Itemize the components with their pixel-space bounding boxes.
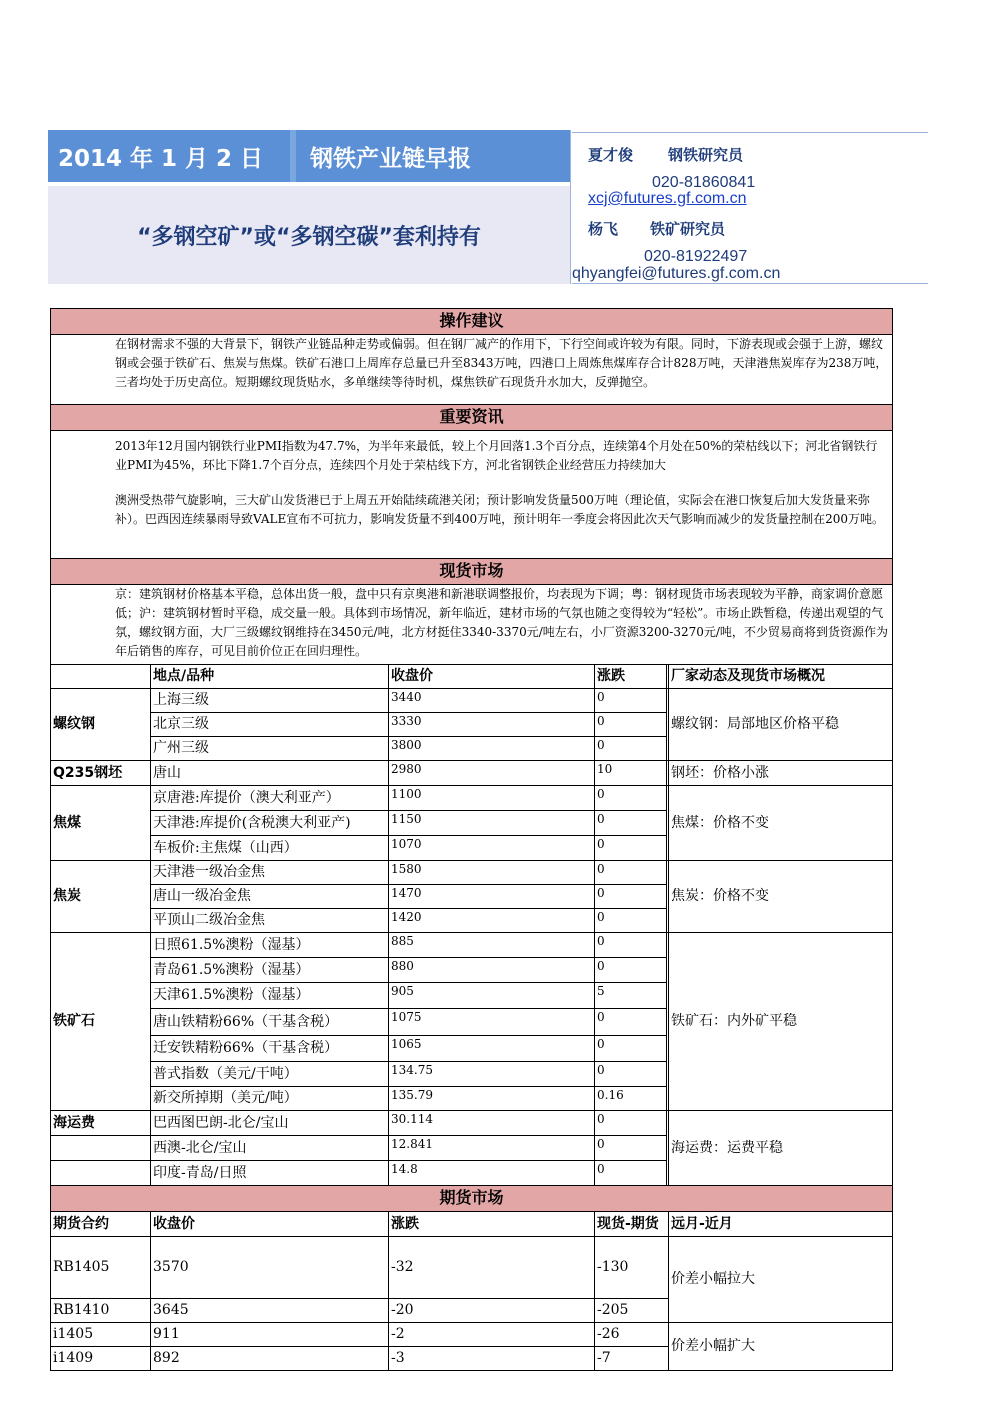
spot-close: 1580 — [389, 861, 595, 885]
category-iron-ore: 铁矿石 — [51, 933, 151, 1111]
category-rebar: 螺纹钢 — [51, 689, 151, 761]
spot-change: 0 — [595, 737, 667, 761]
futures-spread-note: 价差小幅扩大 — [669, 1323, 893, 1371]
section-futures-title: 期货市场 — [51, 1186, 893, 1212]
futures-contract: RB1405 — [51, 1237, 151, 1299]
spot-close: 1065 — [389, 1036, 595, 1062]
spot-text-cell — [51, 585, 893, 665]
note-billet: 钢坯：价格小涨 — [669, 761, 893, 786]
analyst-1-name: 夏才俊 — [588, 146, 634, 164]
futures-basis: -26 — [595, 1323, 669, 1347]
spot-location: 平顶山二级冶金焦 — [151, 909, 389, 933]
spot-change: 5 — [595, 983, 667, 1009]
category-freight-empty — [51, 1136, 151, 1161]
advice-text: 在钢材需求不强的大背景下，钢铁产业链品种走势或偏弱。但在钢厂减产的作用下，下行空间或许较为有限。同时，下游表现或会强于上游，螺纹钢或会强于铁矿石、焦炭与焦煤。铁矿石港口上周库存总量已升至8343万吨，四港口上周炼焦煤库存合计828万吨，天津港焦炭库存为238万吨，三者均处于历史高位。短期螺纹现货贴水，多单继续等待时机，煤焦铁矿石现货升水加大，反弹抛空。 — [115, 337, 888, 389]
spot-location: 上海三级 — [151, 689, 389, 713]
spot-location: 京唐港:库提价（澳大利亚产） — [151, 786, 389, 811]
spot-location: 唐山一级冶金焦 — [151, 885, 389, 909]
spot-location: 迁安铁精粉66%（干基含税） — [151, 1036, 389, 1062]
spot-location: 巴西图巴朗-北仑/宝山 — [151, 1111, 389, 1136]
spot-header-close: 收盘价 — [389, 665, 595, 689]
category-freight: 海运费 — [51, 1111, 151, 1136]
futures-spread-note: 价差小幅拉大 — [669, 1237, 893, 1323]
futures-basis: -130 — [595, 1237, 669, 1299]
spot-location: 新交所掉期（美元/吨） — [151, 1087, 389, 1111]
table-row — [51, 761, 893, 786]
spot-location: 唐山铁精粉66%（干基含税） — [151, 1009, 389, 1036]
category-coke: 焦炭 — [51, 861, 151, 933]
spot-location: 天津港一级冶金焦 — [151, 861, 389, 885]
report-table — [50, 308, 893, 1371]
spot-close: 14.8 — [389, 1161, 595, 1186]
spot-location: 唐山 — [151, 761, 389, 786]
table-row — [51, 1237, 893, 1299]
spot-header-change: 涨跌 — [595, 665, 667, 689]
spot-change: 0 — [595, 786, 667, 811]
spot-change: 0 — [595, 933, 667, 958]
report-date: 2014 年 1 月 2 日 — [58, 146, 264, 172]
analyst-2-phone: 020-81922497 — [644, 248, 748, 265]
spot-close: 134.75 — [389, 1062, 595, 1087]
spot-change: 0 — [595, 811, 667, 836]
table-row — [51, 1111, 893, 1136]
futures-close: 892 — [151, 1347, 389, 1371]
spot-close: 3800 — [389, 737, 595, 761]
spot-text: 京：建筑钢材价格基本平稳，总体出货一般，盘中只有京奥港和新港联调整报价，均表现为下调；粤：钢材现货市场表现较为平静，商家调价意愿低；沪：建筑钢材暂时平稳，成交量一般。具体到市场情况，新年临近，建材市场的气氛也随之变得较为“轻松”。市场止跌暂稳，传递出观望的气氛，螺纹钢方面，大厂三级螺纹钢维持在3450元/吨，北方材挺住3340-3370元/吨左右，小厂资源3200-3270元/吨，不少贸易商将到货资源作为年后销售的库存，可见目前价位正在回归理性。 — [115, 587, 888, 658]
spot-change: 0.16 — [595, 1087, 667, 1111]
spot-change: 0 — [595, 958, 667, 983]
spot-close: 1070 — [389, 836, 595, 861]
spot-close: 2980 — [389, 761, 595, 786]
spot-close: 905 — [389, 983, 595, 1009]
futures-change: -20 — [389, 1299, 595, 1323]
category-freight-empty — [51, 1161, 151, 1186]
spot-location: 天津61.5%澳粉（湿基） — [151, 983, 389, 1009]
spot-location: 广州三级 — [151, 737, 389, 761]
spot-close: 3440 — [389, 689, 595, 713]
section-spot-title: 现货市场 — [51, 559, 893, 585]
spot-location: 印度-青岛/日照 — [151, 1161, 389, 1186]
section-news-title: 重要资讯 — [51, 405, 893, 431]
futures-header-spread: 远月-近月 — [669, 1212, 893, 1237]
futures-basis: -7 — [595, 1347, 669, 1371]
spot-close: 1100 — [389, 786, 595, 811]
news-text-cell — [51, 431, 893, 559]
spot-change: 0 — [595, 1136, 667, 1161]
spot-close: 885 — [389, 933, 595, 958]
analyst-panel-bottom-rule — [572, 283, 928, 284]
futures-header-close: 收盘价 — [151, 1212, 389, 1237]
spot-close: 30.114 — [389, 1111, 595, 1136]
analyst-1-email[interactable]: xcj@futures.gf.com.cn — [588, 190, 747, 207]
note-coking-coal: 焦煤：价格不变 — [669, 786, 893, 861]
spot-close: 880 — [389, 958, 595, 983]
spot-header-blank — [51, 665, 151, 689]
futures-contract: RB1410 — [51, 1299, 151, 1323]
note-freight: 海运费：运费平稳 — [669, 1111, 893, 1186]
spot-change: 0 — [595, 1036, 667, 1062]
analyst-2-role: 铁矿研究员 — [650, 220, 726, 238]
spot-location: 车板价:主焦煤（山西） — [151, 836, 389, 861]
analyst-1-role: 钢铁研究员 — [668, 146, 744, 164]
futures-contract: i1405 — [51, 1323, 151, 1347]
spot-close: 1420 — [389, 909, 595, 933]
table-row — [51, 689, 893, 713]
futures-header-basis: 现货-期货 — [595, 1212, 669, 1237]
note-rebar: 螺纹钢：局部地区价格平稳 — [669, 689, 893, 761]
spot-location: 西澳-北仑/宝山 — [151, 1136, 389, 1161]
futures-header-contract: 期货合约 — [51, 1212, 151, 1237]
spot-header-factory: 厂家动态及现货市场概况 — [669, 665, 893, 689]
note-iron-ore: 铁矿石：内外矿平稳 — [669, 933, 893, 1111]
spot-location: 日照61.5%澳粉（湿基） — [151, 933, 389, 958]
analyst-1-phone: 020-81860841 — [652, 174, 756, 191]
table-row — [51, 861, 893, 885]
spot-close: 12.841 — [389, 1136, 595, 1161]
spot-location: 天津港:库提价(含税澳大利亚产) — [151, 811, 389, 836]
table-row — [51, 933, 893, 958]
spot-close: 3330 — [389, 713, 595, 737]
category-coking-coal: 焦煤 — [51, 786, 151, 861]
note-coke: 焦炭：价格不变 — [669, 861, 893, 933]
futures-close: 911 — [151, 1323, 389, 1347]
header-divider — [290, 130, 296, 182]
spot-change: 0 — [595, 885, 667, 909]
spot-change: 0 — [595, 861, 667, 885]
analyst-panel-border — [570, 130, 571, 284]
analyst-panel-top-rule — [572, 132, 928, 133]
futures-basis: -205 — [595, 1299, 669, 1323]
report-title: 钢铁产业链早报 — [310, 146, 471, 172]
spot-close: 135.79 — [389, 1087, 595, 1111]
advice-text-cell — [51, 335, 893, 405]
analyst-2-email: qhyangfei@futures.gf.com.cn — [572, 265, 781, 282]
spot-change: 10 — [595, 761, 667, 786]
table-row — [51, 786, 893, 811]
spot-location: 青岛61.5%澳粉（湿基） — [151, 958, 389, 983]
spot-close: 1075 — [389, 1009, 595, 1036]
spot-change: 0 — [595, 1161, 667, 1186]
report-subtitle: “多钢空矿”或“多钢空碳”套利持有 — [137, 225, 481, 250]
spot-change: 0 — [595, 836, 667, 861]
news-paragraph: 澳洲受热带气旋影响，三大矿山发货港已于上周五开始陆续疏港关闭；预计影响发货量500万吨（理论值，实际会在港口恢复后加大发货量来弥补）。巴西因连续暴雨导致VALE宣布不可抗力，影响发货量不到400万吨，预计明年一季度会将因此次天气影响而减少的发货量控制在200万吨。 — [115, 493, 885, 526]
spot-change: 0 — [595, 909, 667, 933]
spot-change: 0 — [595, 689, 667, 713]
section-advice-title: 操作建议 — [51, 309, 893, 335]
spot-close: 1470 — [389, 885, 595, 909]
futures-close: 3570 — [151, 1237, 389, 1299]
spot-close: 1150 — [389, 811, 595, 836]
futures-header-change: 涨跌 — [389, 1212, 595, 1237]
spot-change: 0 — [595, 1009, 667, 1036]
spot-change: 0 — [595, 713, 667, 737]
futures-change: -3 — [389, 1347, 595, 1371]
spot-change: 0 — [595, 1111, 667, 1136]
futures-change: -2 — [389, 1323, 595, 1347]
news-paragraph: 2013年12月国内钢铁行业PMI指数为47.7%，为半年来最低，较上个月回落1.3个百分点，连续第4个月处在50%的荣枯线以下；河北省钢铁行业PMI为45%，环比下降1.7个百分点，连续四个月处于荣枯线下方，河北省钢铁企业经营压力持续加大 — [115, 439, 878, 472]
futures-change: -32 — [389, 1237, 595, 1299]
table-row — [51, 1323, 893, 1347]
futures-close: 3645 — [151, 1299, 389, 1323]
category-billet: Q235钢坯 — [51, 761, 151, 786]
spot-location: 普式指数（美元/干吨） — [151, 1062, 389, 1087]
spot-location: 北京三级 — [151, 713, 389, 737]
spot-change: 0 — [595, 1062, 667, 1087]
spot-header-location: 地点/品种 — [151, 665, 389, 689]
futures-contract: i1409 — [51, 1347, 151, 1371]
analyst-2-name: 杨飞 — [588, 220, 619, 238]
